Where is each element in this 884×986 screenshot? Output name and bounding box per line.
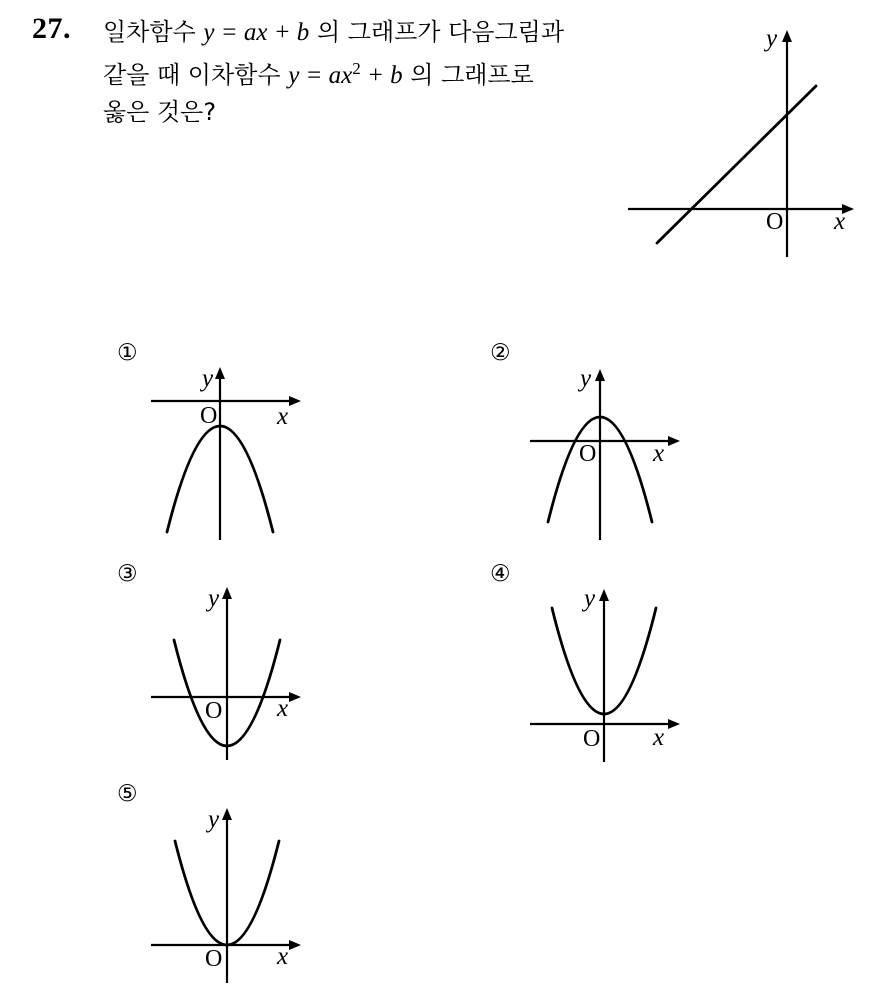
y-axis-arrow	[222, 587, 232, 599]
y-axis-arrow	[222, 808, 232, 820]
choice-5-graph[interactable]	[145, 801, 315, 986]
question-line-2	[103, 51, 603, 94]
origin-label: O	[205, 698, 223, 724]
origin-label: O	[579, 441, 597, 467]
y-axis-arrow	[595, 369, 605, 381]
choice-2-marker[interactable]: ②	[490, 340, 511, 366]
choice-4-marker[interactable]: ④	[490, 561, 511, 587]
y-axis-arrow	[782, 30, 792, 42]
x-axis-label: x	[834, 208, 846, 235]
y-axis-label: y	[584, 585, 596, 612]
question-line-3: 옳은 것은?	[103, 98, 217, 126]
problem-number: 27.	[32, 12, 71, 45]
quadratic-base: y = ax	[288, 62, 353, 89]
question-line-1-prefix: 일차함수	[103, 18, 204, 46]
linear-function-line	[657, 86, 816, 243]
x-axis-label: x	[277, 695, 289, 722]
y-axis-label: y	[208, 806, 220, 833]
question-line-2-prefix: 같을 때 이차함수	[103, 61, 289, 89]
question-line-2-suffix: 의 그래프로	[402, 61, 534, 89]
choice-3-marker[interactable]: ③	[117, 561, 138, 587]
question-line-1	[103, 14, 603, 51]
given-linear-graph	[620, 25, 860, 265]
x-axis-arrow	[289, 940, 301, 950]
choice-1-graph[interactable]	[145, 360, 315, 545]
y-axis-arrow	[215, 367, 225, 379]
question-line-1-suffix: 의 그래프가 다음그림과	[309, 18, 565, 46]
choice-2-graph[interactable]	[525, 362, 695, 547]
quadratic-function-expression	[288, 59, 403, 89]
x-axis-arrow	[289, 396, 301, 406]
x-axis-label: x	[653, 440, 665, 467]
origin-label: O	[200, 403, 218, 429]
quadratic-tail: + b	[360, 62, 403, 89]
x-axis-arrow	[668, 436, 680, 446]
quadratic-exponent: 2	[352, 59, 361, 78]
origin-label: O	[766, 209, 784, 235]
choice-4-graph[interactable]	[525, 582, 695, 767]
x-axis-label: x	[653, 724, 665, 751]
y-axis-label: y	[202, 365, 214, 392]
origin-label: O	[583, 726, 601, 752]
x-axis-label: x	[277, 943, 289, 970]
y-axis-label: y	[208, 585, 220, 612]
y-axis-label: y	[580, 365, 592, 392]
choice-3-graph[interactable]	[145, 580, 315, 765]
choice-5-marker[interactable]: ⑤	[117, 781, 138, 807]
x-axis-label: x	[277, 403, 289, 430]
x-axis-arrow	[289, 692, 301, 702]
choice-1-marker[interactable]: ①	[117, 340, 138, 366]
origin-label: O	[205, 946, 223, 972]
linear-function-expression: y = ax + b	[203, 19, 310, 46]
y-axis-label: y	[766, 25, 778, 52]
y-axis-arrow	[599, 589, 609, 601]
x-axis-arrow	[668, 719, 680, 729]
question-text	[103, 14, 603, 130]
